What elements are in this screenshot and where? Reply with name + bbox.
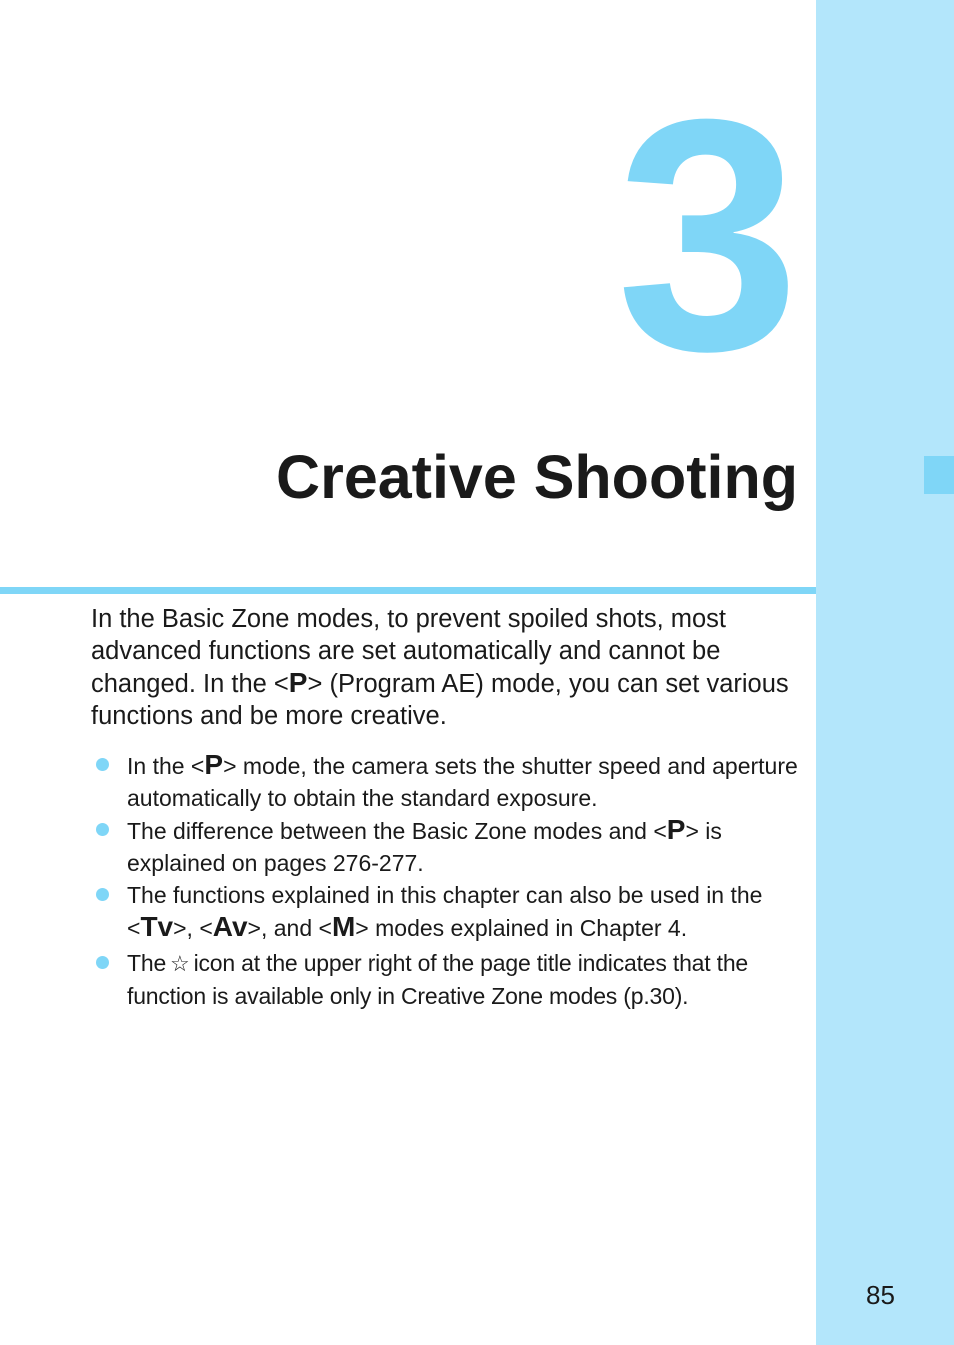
mode-av-symbol: Av (212, 911, 248, 942)
bullet-text: > modes explained in Chapter 4. (355, 915, 688, 941)
bullet-text: > is explained on pages 276-277. (127, 818, 722, 876)
mode-p-symbol: P (666, 814, 686, 845)
intro-paragraph (91, 603, 801, 732)
bullet-text: The functions explained in this chapter can also be used in the < (127, 882, 763, 941)
bullet-text: > mode, the camera sets the shutter speed and aperture automatically to obtain the standard exposure. (127, 753, 798, 811)
bullet-text: The difference between the Basic Zone modes and < (127, 818, 667, 844)
chapter-tab-marker (924, 456, 954, 494)
list-item (92, 879, 802, 944)
bullet-dot-icon (96, 888, 109, 901)
bullet-text: icon at the upper right of the page title indicates that the function is available only in Creative Zone modes (p.30). (127, 950, 749, 1009)
mode-tv-symbol: Tv (140, 911, 174, 942)
bullet-dot-icon (96, 956, 109, 969)
chapter-number: 3 (616, 50, 800, 419)
mode-p-symbol: P (288, 667, 308, 698)
bullet-text: >, and < (247, 915, 332, 941)
mode-p-symbol: P (204, 749, 224, 780)
bullet-dot-icon (96, 758, 109, 771)
list-item (92, 814, 802, 879)
chapter-title: Creative Shooting (276, 443, 798, 511)
mode-m-symbol: M (331, 911, 356, 942)
intro-text-1: In the Basic Zone modes, to prevent spoiled shots, most advanced functions are set automatically and cannot be changed. In the < (91, 605, 726, 698)
bullet-text: >, < (173, 915, 213, 941)
bullet-text: The (127, 950, 167, 976)
side-band (816, 0, 954, 1345)
bullet-dot-icon (96, 823, 109, 836)
list-item (92, 749, 802, 814)
bullet-list (92, 749, 802, 1012)
intro-text-2: > (Program AE) mode, you can set various functions and be more creative. (91, 670, 789, 730)
star-icon: ☆ (170, 951, 190, 976)
section-divider (0, 587, 816, 594)
list-item (92, 947, 802, 1012)
bullet-text: In the < (127, 753, 205, 779)
page-number: 85 (866, 1280, 895, 1310)
